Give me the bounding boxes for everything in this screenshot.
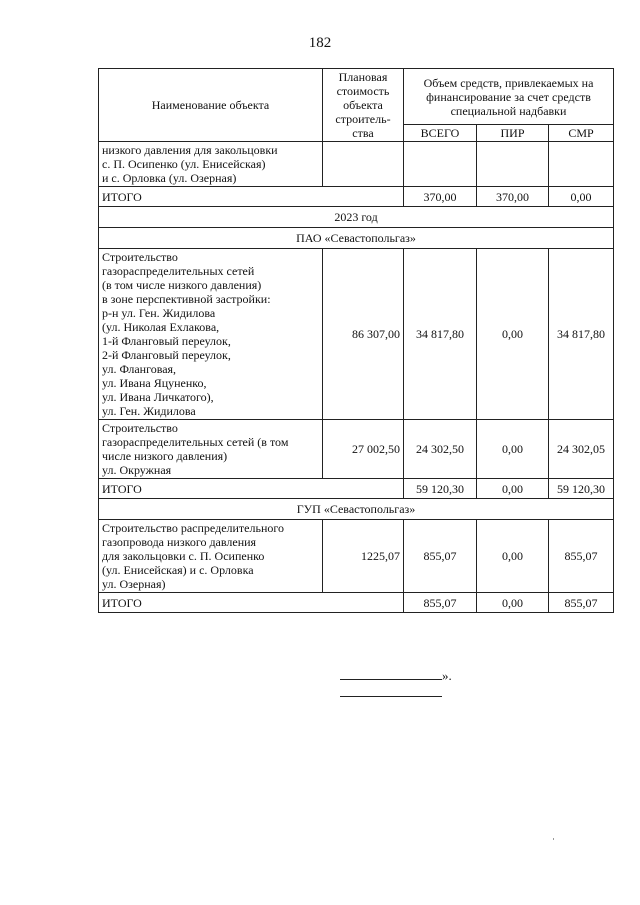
smr-value: 24 302,05 (549, 420, 614, 479)
total-value: 34 817,80 (404, 249, 477, 420)
header-volume: Объем средств, привлекаемых на финансирование за счет средств специальной надбавки (404, 69, 614, 125)
scan-speck (553, 838, 554, 840)
smr-value: 855,07 (549, 520, 614, 593)
total-label: ИТОГО (99, 479, 404, 499)
total-label: ИТОГО (99, 187, 404, 207)
table-row (99, 142, 614, 187)
pir-value: 0,00 (477, 520, 549, 593)
header-total: ВСЕГО (404, 125, 477, 142)
total-smr: 59 120,30 (549, 479, 614, 499)
total-smr: 855,07 (549, 593, 614, 613)
header-cost: Плановая стоимость объекта строитель-ства (323, 69, 404, 142)
total-value: 24 302,50 (404, 420, 477, 479)
page-number: 182 (308, 35, 332, 51)
total-row (99, 593, 614, 613)
total-sum: 59 120,30 (404, 479, 477, 499)
empty-cell (549, 142, 614, 187)
header-smr: СМР (549, 125, 614, 142)
total-pir: 0,00 (477, 479, 549, 499)
closing-mark (340, 668, 452, 684)
object-name: Строительство газораспределительных сетей (в том числе низкого давления) в зоне перспективной застройки: р-н ул. Ген. Жидилова (ул. Николая Ехлакова, 1-й Фланговый переулок, 2-й Фланговый переулок, ул. Фланговая, ул. Ивана Яцуненко, ул. Ивана Личкатого), ул. Ген. Жидилова (99, 249, 323, 420)
object-name: низкого давления для закольцовки с. П. Осипенко (ул. Енисейская) и с. Орловка (ул. Озерная) (99, 142, 323, 187)
empty-cell (323, 142, 404, 187)
year-heading: 2023 год (99, 207, 614, 228)
total-value: 855,07 (404, 520, 477, 593)
smr-value: 34 817,80 (549, 249, 614, 420)
empty-cell (477, 142, 549, 187)
table-row (99, 520, 614, 593)
object-name: Строительство распределительного газопровода низкого давления для закольцовки с. П. Осипенко (ул. Енисейская) и с. Орловка ул. Озерная) (99, 520, 323, 593)
total-pir: 370,00 (477, 187, 549, 207)
org-heading: ПАО «Севастопольгаз» (99, 228, 614, 249)
planned-cost: 27 002,50 (323, 420, 404, 479)
pir-value: 0,00 (477, 420, 549, 479)
funding-table (98, 68, 614, 613)
total-row (99, 479, 614, 499)
total-label: ИТОГО (99, 593, 404, 613)
total-sum: 370,00 (404, 187, 477, 207)
planned-cost: 1225,07 (323, 520, 404, 593)
header-pir: ПИР (477, 125, 549, 142)
closing-quote: ». (442, 668, 452, 683)
total-row (99, 187, 614, 207)
org-heading: ГУП «Севастопольгаз» (99, 499, 614, 520)
underline (340, 669, 442, 680)
table-row (99, 420, 614, 479)
total-pir: 0,00 (477, 593, 549, 613)
divider-line (340, 696, 442, 697)
total-sum: 855,07 (404, 593, 477, 613)
planned-cost: 86 307,00 (323, 249, 404, 420)
total-smr: 0,00 (549, 187, 614, 207)
pir-value: 0,00 (477, 249, 549, 420)
table-row (99, 249, 614, 420)
object-name: Строительство газораспределительных сетей (в том числе низкого давления) ул. Окружная (99, 420, 323, 479)
empty-cell (404, 142, 477, 187)
header-name: Наименование объекта (99, 69, 323, 142)
